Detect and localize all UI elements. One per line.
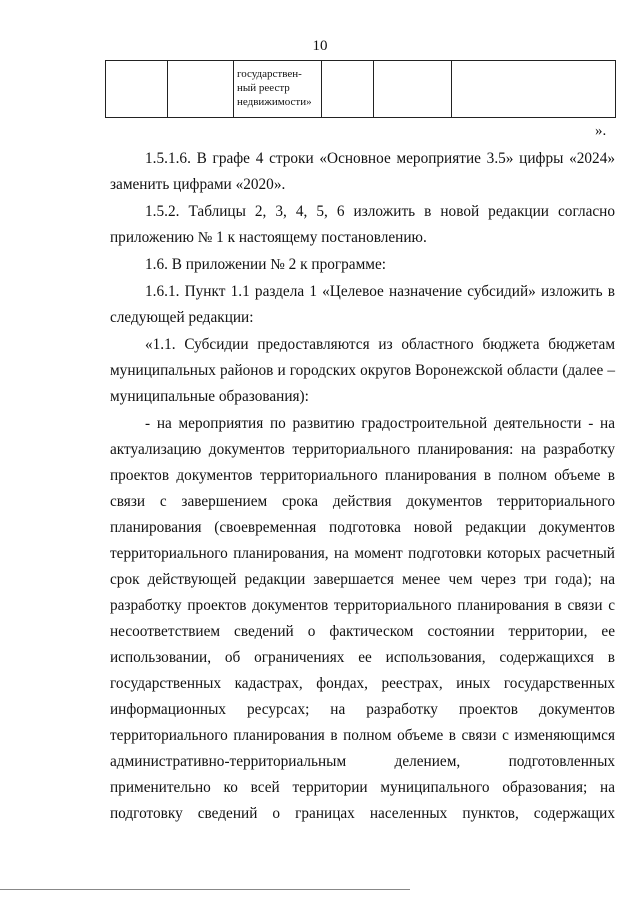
page-number: 10 — [312, 38, 328, 54]
paragraph-urban-planning: - на мероприятия по развитию градостроительной деятельности - на актуализацию документов территориального планирования: на разработку проектов документов территориального планирования в полном объеме в связи с завершением срока действия документов территориального планирования (своевременная подготовка новой редакции документов территориального планирования, на момент подготовки которых расчетный срок действующей редакции завершается менее чем через три года); на разработку проектов документов территориального планирования в связи с несоответствием сведений о фактическом состоянии территории, ее использовании, об ограничениях ее использования, содержащихся в государственных кадастрах, фондах, реестрах, иных государственных информационных ресурсах; на разработку проектов документов территориального планирования в полном объеме в связи с изменяющимся административно-территориальным делением, подготовленных применительно ко всей территории муниципального образования; на подготовку сведений о границах населенных пунктов, содержащих — [110, 415, 615, 822]
table-cell — [374, 61, 452, 118]
paragraph-1-6: 1.6. В приложении № 2 к программе: — [145, 256, 387, 273]
table-cell — [168, 61, 234, 118]
bottom-divider — [0, 889, 410, 890]
closing-quote: ». — [595, 123, 607, 139]
paragraph-1-1-quote: «1.1. Субсидии предоставляются из областного бюджета бюджетам муниципальных районов и городских округов Воронежской области (далее – муниципальные образования): — [110, 336, 615, 405]
table-cell-registry: государствен-ный реестр недвижимости» — [234, 61, 322, 118]
paragraph-1-6-1: 1.6.1. Пункт 1.1 раздела 1 «Целевое назначение субсидий» изложить в следующей редакции: — [110, 283, 615, 326]
continued-table-fragment — [105, 60, 616, 118]
table-cell — [452, 61, 616, 118]
paragraph-1-5-2: 1.5.2. Таблицы 2, 3, 4, 5, 6 изложить в новой редакции согласно приложению № 1 к настоящему постановлению. — [110, 203, 615, 246]
table-cell — [106, 61, 168, 118]
table-cell — [322, 61, 374, 118]
table-row — [106, 61, 616, 118]
paragraph-1-5-1-6: 1.5.1.6. В графе 4 строки «Основное мероприятие 3.5» цифры «2024» заменить цифрами «2020». — [110, 150, 615, 193]
document-body — [110, 146, 615, 828]
